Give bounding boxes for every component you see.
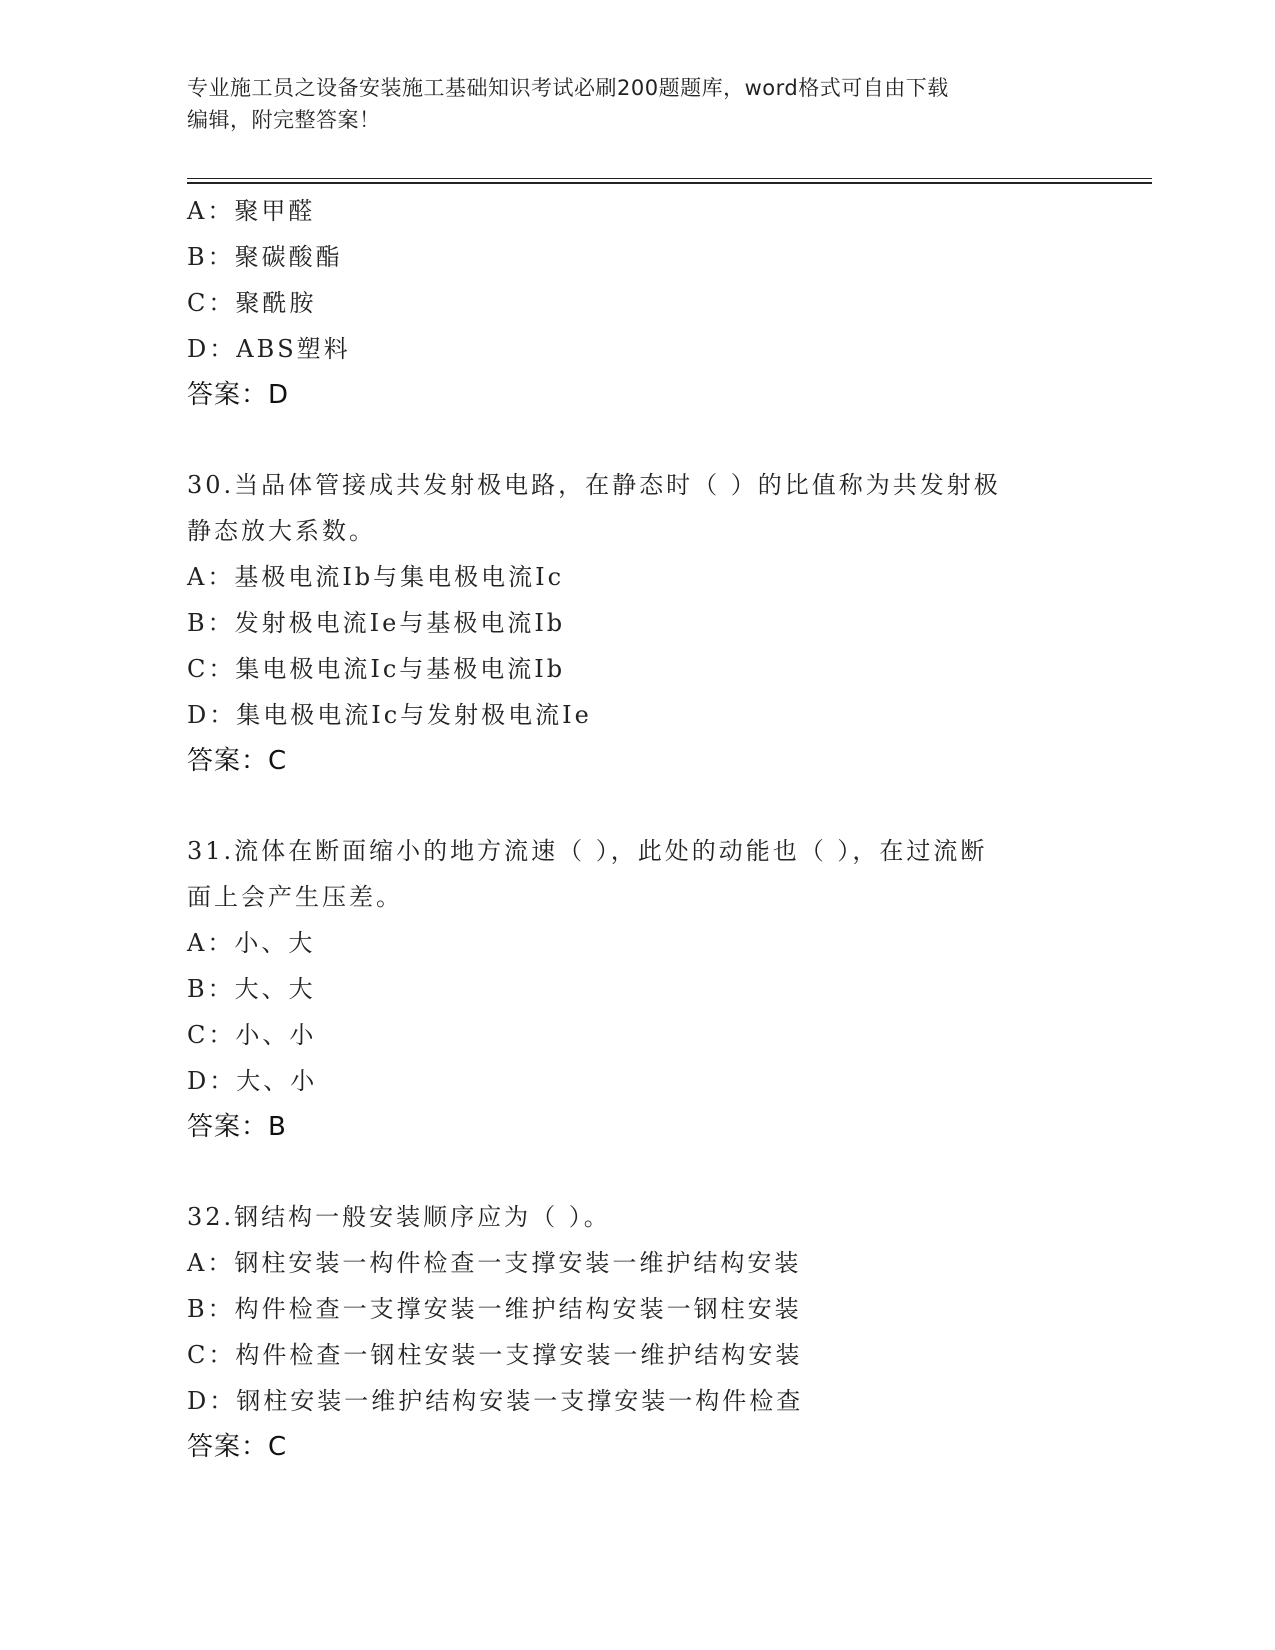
header-title-line-1: 专业施工员之设备安装施工基础知识考试必刷200题题库，word格式可自由下载: [187, 76, 949, 100]
header-title-line-2: 编辑，附完整答案！: [187, 108, 381, 132]
question-block-31: [187, 828, 1087, 1150]
option-c: C：小、小: [187, 1021, 317, 1049]
question-stem-line: 面上会产生压差。: [187, 883, 403, 911]
option-b: B：大、大: [187, 975, 316, 1003]
option-a: A：基极电流Ib与集电极电流Ic: [187, 563, 565, 591]
question-list: [187, 188, 1087, 1470]
option-d: D：集电极电流Ic与发射极电流Ie: [187, 701, 592, 729]
question-stem-line: 32.钢结构一般安装顺序应为（ ）。: [187, 1203, 611, 1231]
option-c: C：聚酰胺: [187, 289, 317, 317]
header-divider-thin: [187, 178, 1152, 179]
answer-line: 答案：B: [187, 1112, 287, 1142]
answer-line: 答案：C: [187, 746, 288, 776]
question-stem-line: 静态放大系数。: [187, 517, 376, 545]
header-divider-thick: [187, 182, 1152, 184]
option-c: C：构件检查一钢柱安装一支撑安装一维护结构安装: [187, 1341, 803, 1369]
option-d: D：大、小: [187, 1067, 318, 1095]
option-a: A：小、大: [187, 929, 316, 957]
document-header: [187, 72, 1067, 136]
question-block-32: [187, 1194, 1087, 1470]
option-d: D：ABS塑料: [187, 335, 351, 363]
question-stem-line: 30.当品体管接成共发射极电路，在静态时（ ）的比值称为共发射极: [187, 471, 1001, 499]
question-block-29: [187, 188, 1087, 418]
question-spacer: [187, 784, 1087, 828]
answer-line: 答案：D: [187, 380, 290, 410]
option-b: B：聚碳酸酯: [187, 243, 343, 271]
question-stem-line: 31.流体在断面缩小的地方流速（ ），此处的动能也（ ），在过流断: [187, 837, 988, 865]
option-b: B：发射极电流Ie与基极电流Ib: [187, 609, 566, 637]
question-block-30: [187, 462, 1087, 784]
option-c: C：集电极电流Ic与基极电流Ib: [187, 655, 566, 683]
answer-line: 答案：C: [187, 1432, 288, 1462]
option-b: B：构件检查一支撑安装一维护结构安装一钢柱安装: [187, 1295, 802, 1323]
question-spacer: [187, 1150, 1087, 1194]
question-spacer: [187, 418, 1087, 462]
option-a: A：钢柱安装一构件检查一支撑安装一维护结构安装: [187, 1249, 802, 1277]
option-d: D：钢柱安装一维护结构安装一支撑安装一构件检查: [187, 1387, 804, 1415]
option-a: A：聚甲醛: [187, 197, 316, 225]
